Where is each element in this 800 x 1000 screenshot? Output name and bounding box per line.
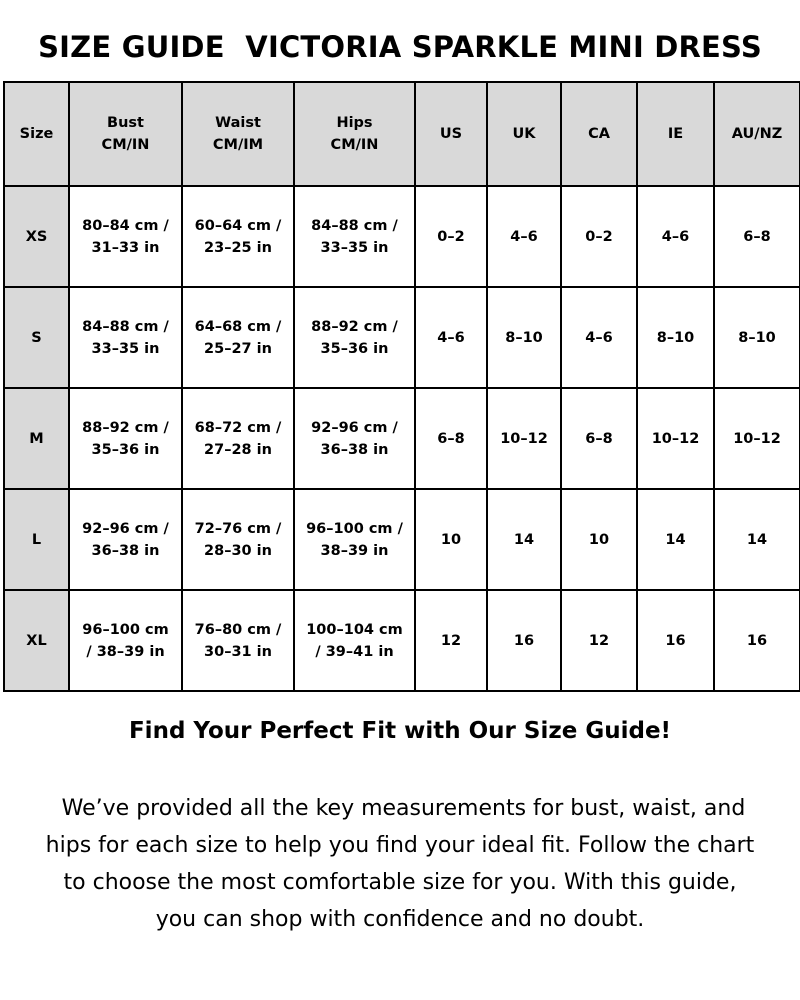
bust-cell: 80–84 cm / 31–33 in xyxy=(69,186,182,287)
ca-cell: 0–2 xyxy=(561,186,637,287)
header-bust: Bust CM/IN xyxy=(69,82,182,186)
uk-cell: 4–6 xyxy=(487,186,561,287)
size-cell: L xyxy=(4,489,69,590)
ca-cell: 4–6 xyxy=(561,287,637,388)
header-waist: Waist CM/IM xyxy=(182,82,294,186)
size-cell: XS xyxy=(4,186,69,287)
au-nz-cell: 6–8 xyxy=(714,186,800,287)
bust-cell: 88–92 cm / 35–36 in xyxy=(69,388,182,489)
description-line: you can shop with confidence and no doubt. xyxy=(155,907,645,932)
table-row xyxy=(4,287,800,388)
au-nz-cell: 14 xyxy=(714,489,800,590)
size-cell: XL xyxy=(4,590,69,691)
description-paragraph xyxy=(0,790,800,938)
size-chart-table xyxy=(3,81,800,692)
waist-cell: 60–64 cm / 23–25 in xyxy=(182,186,294,287)
ie-cell: 16 xyxy=(637,590,714,691)
us-cell: 12 xyxy=(415,590,487,691)
table-row xyxy=(4,489,800,590)
section-heading: Find Your Perfect Fit with Our Size Guide! xyxy=(128,718,672,744)
hips-cell: 92–96 cm / 36–38 in xyxy=(294,388,415,489)
hips-cell: 84–88 cm / 33–35 in xyxy=(294,186,415,287)
ca-cell: 6–8 xyxy=(561,388,637,489)
size-cell: S xyxy=(4,287,69,388)
page-title: SIZE GUIDE VICTORIA SPARKLE MINI DRESS xyxy=(38,30,762,64)
header-size: Size xyxy=(4,82,69,186)
ie-cell: 4–6 xyxy=(637,186,714,287)
table-row xyxy=(4,388,800,489)
waist-cell: 68–72 cm / 27–28 in xyxy=(182,388,294,489)
table-row xyxy=(4,590,800,691)
size-cell: M xyxy=(4,388,69,489)
au-nz-cell: 8–10 xyxy=(714,287,800,388)
waist-cell: 76–80 cm / 30–31 in xyxy=(182,590,294,691)
ca-cell: 12 xyxy=(561,590,637,691)
hips-cell: 96–100 cm / 38–39 in xyxy=(294,489,415,590)
waist-cell: 72–76 cm / 28–30 in xyxy=(182,489,294,590)
header-au-nz: AU/NZ xyxy=(714,82,800,186)
bust-cell: 96–100 cm / 38–39 in xyxy=(69,590,182,691)
table-row xyxy=(4,186,800,287)
header-uk: UK xyxy=(487,82,561,186)
table-header-row xyxy=(4,82,800,186)
header-hips: Hips CM/IN xyxy=(294,82,415,186)
ie-cell: 10–12 xyxy=(637,388,714,489)
header-ca: CA xyxy=(561,82,637,186)
au-nz-cell: 10–12 xyxy=(714,388,800,489)
description-line: We’ve provided all the key measurements for bust, waist, and xyxy=(54,796,746,821)
uk-cell: 10–12 xyxy=(487,388,561,489)
au-nz-cell: 16 xyxy=(714,590,800,691)
header-ie: IE xyxy=(637,82,714,186)
uk-cell: 8–10 xyxy=(487,287,561,388)
description-line: to choose the most comfortable size for you. With this guide, xyxy=(63,870,737,895)
uk-cell: 14 xyxy=(487,489,561,590)
header-us: US xyxy=(415,82,487,186)
us-cell: 0–2 xyxy=(415,186,487,287)
us-cell: 6–8 xyxy=(415,388,487,489)
us-cell: 10 xyxy=(415,489,487,590)
waist-cell: 64–68 cm / 25–27 in xyxy=(182,287,294,388)
us-cell: 4–6 xyxy=(415,287,487,388)
description-line: hips for each size to help you find your ideal fit. Follow the chart xyxy=(45,833,755,858)
ca-cell: 10 xyxy=(561,489,637,590)
ie-cell: 14 xyxy=(637,489,714,590)
hips-cell: 88–92 cm / 35–36 in xyxy=(294,287,415,388)
ie-cell: 8–10 xyxy=(637,287,714,388)
bust-cell: 84–88 cm / 33–35 in xyxy=(69,287,182,388)
bust-cell: 92–96 cm / 36–38 in xyxy=(69,489,182,590)
uk-cell: 16 xyxy=(487,590,561,691)
hips-cell: 100–104 cm / 39–41 in xyxy=(294,590,415,691)
